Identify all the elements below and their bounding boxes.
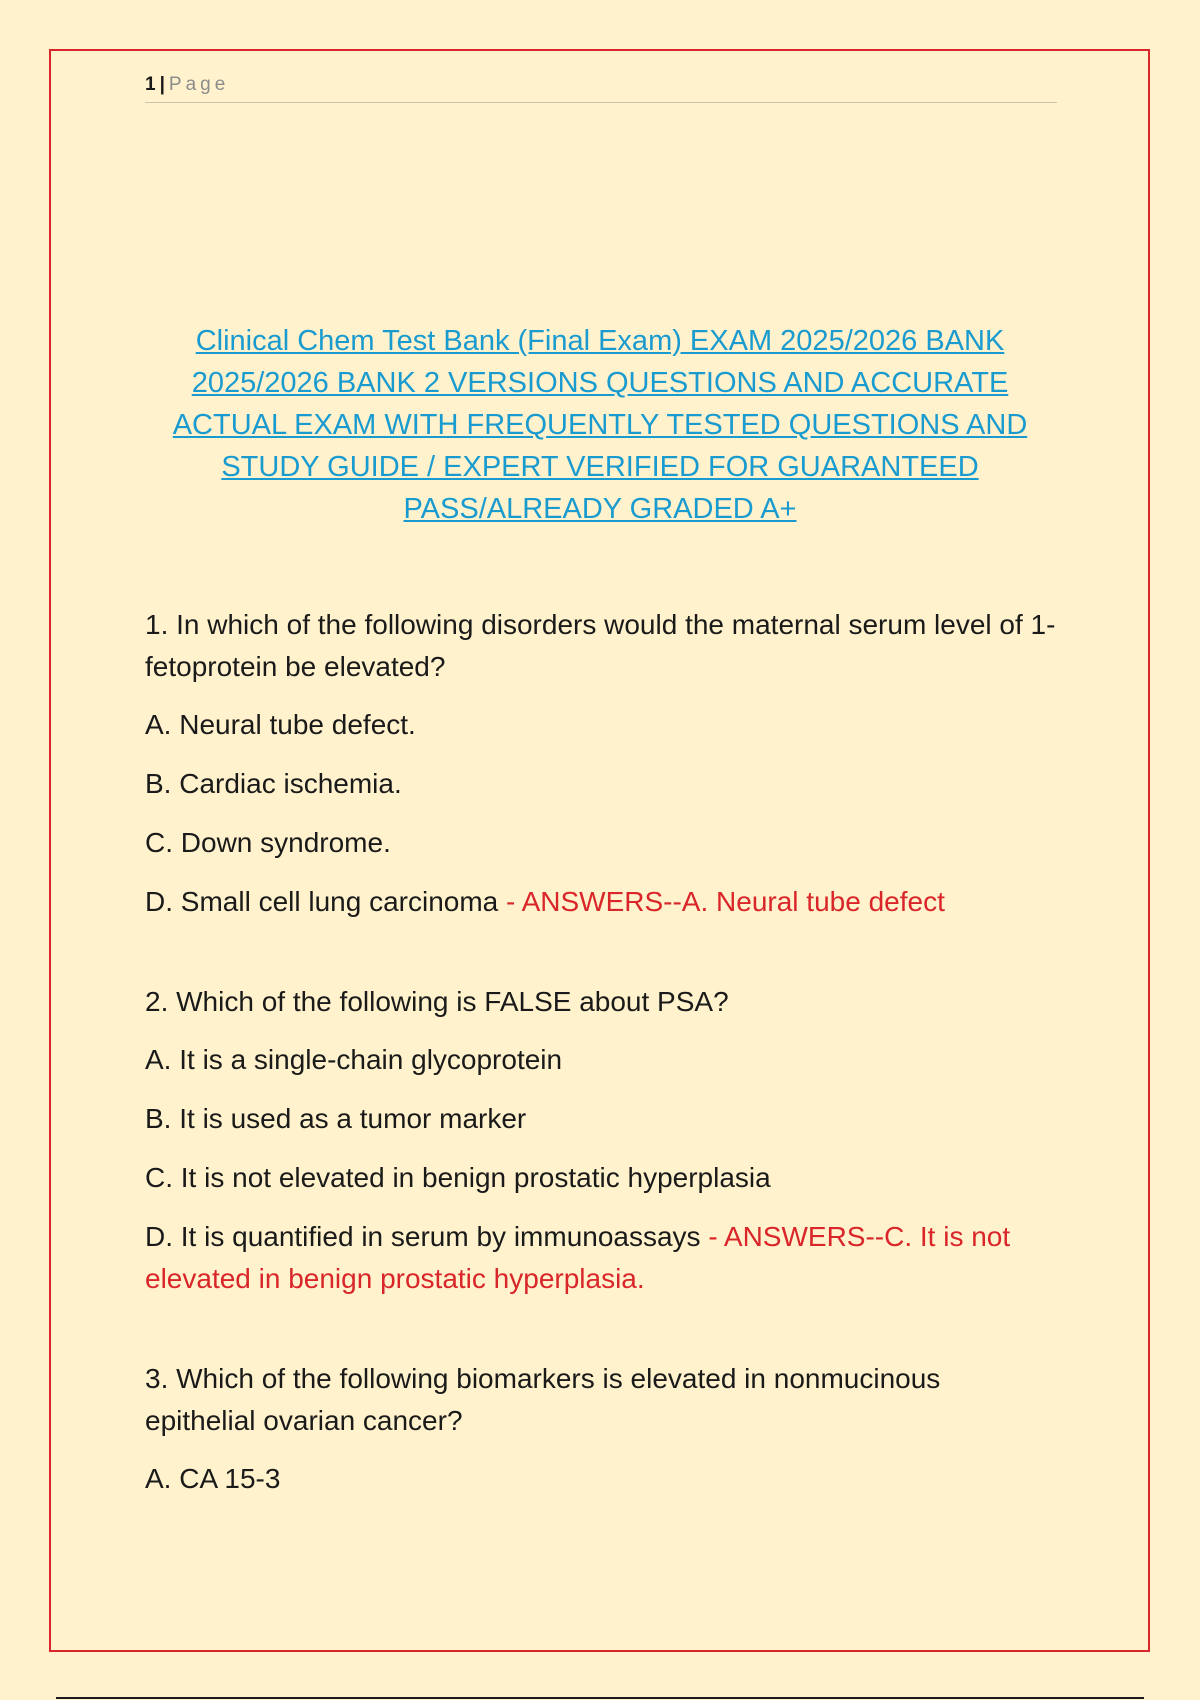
question-text: 1. In which of the following disorders would the maternal serum level of 1-fetoprotein be elevated? (145, 609, 1056, 682)
option-c: C. Down syndrome. (145, 827, 391, 858)
option-c: C. It is not elevated in benign prostatic hyperplasia (145, 1162, 771, 1193)
option-a: A. Neural tube defect. (145, 709, 416, 740)
question-3 (145, 1358, 1057, 1500)
option-d-with-answer (145, 881, 1057, 923)
option-b: B. Cardiac ischemia. (145, 768, 402, 799)
option-d-with-answer (145, 1216, 1057, 1300)
page-word: Page (168, 74, 230, 95)
document-title[interactable]: Clinical Chem Test Bank (Final Exam) EXAM 2025/2026 BANK 2025/2026 BANK 2 VERSIONS QUESTIONS AND ACCURATE ACTUAL EXAM WITH FREQUENTLY TESTED QUESTIONS AND STUDY GUIDE / EXPERT VERIFIED FOR GUARANTEED PASS/ALREADY GRADED A+ (172, 325, 1028, 525)
answer-text: - ANSWERS--A. Neural tube defect (498, 886, 945, 917)
page-separator: | (159, 74, 165, 95)
option-b: B. It is used as a tumor marker (145, 1103, 527, 1134)
question-list (145, 604, 1057, 1558)
footer-divider (56, 1697, 1144, 1699)
option-d: D. It is quantified in serum by immunoassays (145, 1221, 701, 1252)
page-number: 1 (145, 74, 156, 95)
question-text: 2. Which of the following is FALSE about PSA? (145, 986, 729, 1017)
option-a: A. It is a single-chain glycoprotein (145, 1044, 563, 1075)
question-text: 3. Which of the following biomarkers is elevated in nonmucinous epithelial ovarian cancer? (145, 1363, 941, 1436)
option-a: A. CA 15-3 (145, 1463, 281, 1494)
answer-text: - ANSWERS--C. It is not elevated in benign prostatic hyperplasia. (145, 1221, 1011, 1294)
option-d: D. Small cell lung carcinoma (145, 886, 499, 917)
question-1 (145, 604, 1057, 923)
page-header (145, 70, 1057, 103)
question-2 (145, 981, 1057, 1300)
